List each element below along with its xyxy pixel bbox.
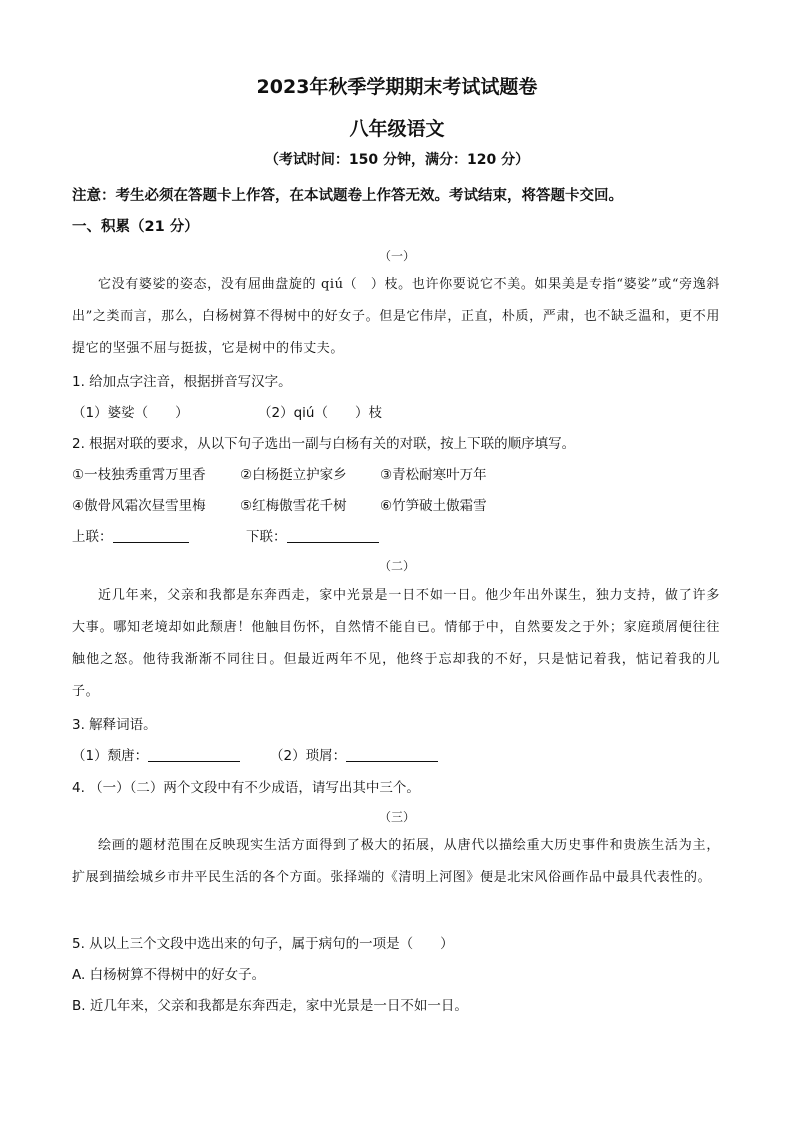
question-5: 5. 从以上三个文段中选出来的句子，属于病句的一项是（ ） <box>72 936 454 952</box>
couplet-option-6: ⑥竹笋破土傲霜雪 <box>380 498 487 514</box>
question-3-a[interactable] <box>72 744 240 764</box>
question-3-a-label: （1）颓唐： <box>72 748 149 764</box>
question-5-option-b[interactable]: B. 近几年来，父亲和我都是东奔西走，家中光景是一日不如一日。 <box>72 998 468 1014</box>
question-3: 3. 解释词语。 <box>72 717 157 733</box>
question-4: 4. （一）（二）两个文段中有不少成语，请写出其中三个。 <box>72 780 420 796</box>
question-3-b[interactable] <box>270 744 438 764</box>
part1-heading: 一、积累（21 分） <box>72 219 199 235</box>
couplet-option-1: ①一枝独秀重霄万里香 <box>72 467 206 483</box>
upper-couplet-blank[interactable] <box>113 528 189 543</box>
question-1-a: （1）婆娑（ ） <box>72 405 189 421</box>
lower-couplet-field[interactable] <box>246 525 379 545</box>
upper-couplet-label: 上联： <box>72 529 113 545</box>
question-3-b-label: （2）琐屑： <box>270 748 347 764</box>
section1-label: （一） <box>378 249 415 263</box>
question-2: 2. 根据对联的要求，从以下句子选出一副与白杨有关的对联，按上下联的顺序填写。 <box>72 436 576 452</box>
section2-passage <box>72 580 720 708</box>
upper-couplet-field[interactable] <box>72 525 189 545</box>
section2-text: 近几年来，父亲和我都是东奔西走，家中光景是一日不如一日。他少年出外谋生，独力支持，做了许多大事。哪知老境却如此颓唐！他触目伤怀，自然情不能自已。情郁于中，自然要发之于外；家庭琐屑便往往触他之怒。他待我渐渐不同往日。但最近两年不见，他终于忘却我的不好，只是惦记着我，惦记着我的儿子。 <box>72 588 720 699</box>
couplet-option-5: ⑤红梅傲雪花千树 <box>240 498 347 514</box>
section1-text: 它没有婆娑的姿态，没有屈曲盘旋的 qiú（ ）枝。也许你要说它不美。如果美是专指“婆娑”或“旁逸斜出”之类而言，那么，白杨树算不得树中的好女子。但是它伟岸，正直，朴质，严肃，也不缺乏温和，更不用提它的坚强不屈与挺拔，它是树中的伟丈夫。 <box>72 277 720 356</box>
subject-title: 八年级语文 <box>349 118 445 140</box>
section3-passage <box>72 830 720 894</box>
exam-info: （考试时间：150 分钟，满分：120 分） <box>264 152 530 168</box>
lower-couplet-blank[interactable] <box>287 528 379 543</box>
question-3-b-blank[interactable] <box>346 747 438 762</box>
question-1-b: （2）qiú（ ）枝 <box>258 405 382 421</box>
question-3-a-blank[interactable] <box>148 747 240 762</box>
question-5-option-a[interactable]: A. 白杨树算不得树中的好女子。 <box>72 967 266 983</box>
exam-title: 2023年秋季学期期末考试试题卷 <box>256 76 538 98</box>
section3-label: （三） <box>378 810 415 824</box>
section2-label: （二） <box>378 559 415 573</box>
couplet-option-3: ③青松耐寒叶万年 <box>380 467 487 483</box>
lower-couplet-label: 下联： <box>246 529 287 545</box>
section3-text: 绘画的题材范围在反映现实生活方面得到了极大的拓展，从唐代以描绘重大历史事件和贵族生活为主，扩展到描绘城乡市井平民生活的各个方面。张择端的《清明上河图》便是北宋风俗画作品中最具代表性的。 <box>72 838 720 885</box>
section1-passage <box>72 269 720 365</box>
couplet-option-2: ②白杨挺立护家乡 <box>240 467 347 483</box>
couplet-option-4: ④傲骨风霜次昼雪里梅 <box>72 498 206 514</box>
question-1: 1. 给加点字注音，根据拼音写汉字。 <box>72 374 292 390</box>
notice: 注意：考生必须在答题卡上作答，在本试题卷上作答无效。考试结束，将答题卡交回。 <box>72 188 623 204</box>
